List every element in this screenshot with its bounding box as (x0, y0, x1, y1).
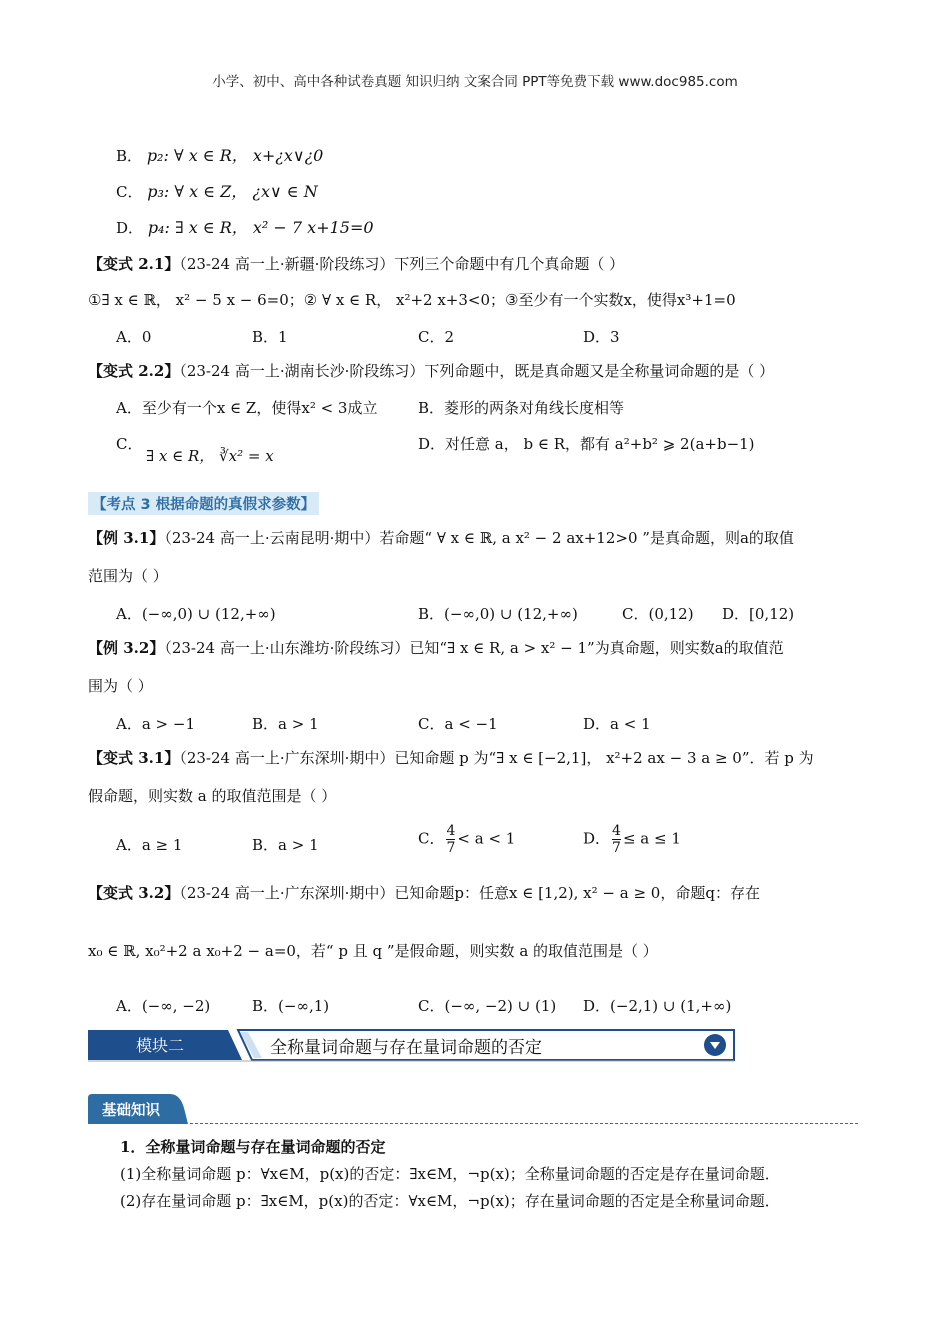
section-tag-kaodian-3: 【考点 3 根据命题的真假求参数】 (88, 492, 319, 515)
option-b-row (116, 146, 323, 166)
e32-option-b: B．a > 1 (252, 715, 319, 733)
v31-option-b: B．a > 1 (252, 836, 319, 854)
option-label: D． (116, 219, 144, 237)
v22-option-c-math: ∃ x ∈ R， ∛x² = x (146, 447, 274, 465)
example-3-2-line1 (88, 638, 784, 658)
v32-option-d: D．(−2,1) ∪ (1,+∞) (583, 997, 732, 1015)
variant-2-2-title (88, 361, 774, 381)
question-text: （23-24 高一上·新疆·阶段练习）下列三个命题中有几个真命题（ ） (179, 255, 625, 273)
e31-option-a: A．(−∞,0) ∪ (12,+∞) (116, 605, 276, 623)
divider (190, 1123, 858, 1124)
option-d-row (116, 218, 374, 238)
v21-option-c: C．2 (418, 328, 455, 346)
module-label: 模块二 (136, 1036, 185, 1055)
question-tag: 【例 3.1】 (88, 529, 165, 547)
page-header: 小学、初中、高中各种试卷真题 知识归纳 文案合同 PPT等免费下载 www.doc985.com (212, 74, 738, 90)
fraction-denominator: 7 (446, 840, 456, 856)
fraction-numerator: 4 (446, 823, 456, 839)
option-label: C． (116, 183, 143, 201)
fraction (612, 823, 621, 856)
question-tag: 【变式 2.1】 (88, 255, 180, 273)
v22-option-d: D．对任意 a， b ∈ R，都有 a²+b² ⩾ 2(a+b−1) (418, 435, 755, 453)
example-3-1-line2: 范围为（ ） (88, 567, 168, 585)
e32-option-c: C．a < −1 (418, 715, 498, 733)
basic-heading: 1．全称量词命题与存在量词命题的否定 (120, 1138, 386, 1156)
example-3-1-line1 (88, 528, 794, 548)
v31-option-a: A．a ≥ 1 (116, 836, 183, 854)
variant-2-1-statements: ①∃ x ∈ ℝ， x² − 5 x − 6=0；② ∀ x ∈ R， x²+2 x+3<0；③至少有一个实数x，使得x³+1=0 (88, 291, 736, 309)
option-label: C． (418, 829, 445, 848)
question-tag: 【变式 3.1】 (88, 749, 180, 767)
v31-option-c (418, 823, 515, 856)
fraction-denominator: 7 (612, 840, 621, 856)
module-title: 全称量词命题与存在量词命题的否定 (270, 1038, 542, 1058)
v21-option-b: B．1 (252, 328, 288, 346)
option-rest: ≤ a ≤ 1 (622, 829, 681, 848)
basic-knowledge-label: 基础知识 (102, 1103, 160, 1119)
v21-option-d: D．3 (583, 328, 620, 346)
fraction (446, 823, 455, 856)
option-label: B． (116, 147, 143, 165)
question-text: （23-24 高一上·广东深圳·期中）已知命题 p 为“∃ x ∈ [−2,1]， x²+2 ax − 3 a ≥ 0”．若 p 为 (179, 749, 814, 767)
basic-line-2: (2)存在量词命题 p：∃x∈M，p(x)的否定：∀x∈M，¬p(x)；存在量词命题的否定是全称量词命题． (120, 1192, 780, 1210)
v22-option-c-label: C． (116, 435, 143, 453)
variant-3-1-line2: 假命题，则实数 a 的取值范围是（ ） (88, 787, 337, 805)
module-banner (88, 1028, 736, 1062)
variant-2-1-title (88, 254, 624, 274)
option-c-math: p₃: ∀ x ∈ Z， ¿x∨ ∈ N (147, 182, 318, 201)
question-tag: 【例 3.2】 (88, 639, 165, 657)
v22-option-a: A．至少有一个x ∈ Z，使得x² < 3成立 (116, 399, 378, 417)
question-tag: 【变式 3.2】 (88, 884, 180, 902)
question-tag: 【变式 2.2】 (88, 362, 180, 380)
e32-option-d: D．a < 1 (583, 715, 651, 733)
question-text: （23-24 高一上·云南昆明·期中）若命题“ ∀ x ∈ ℝ, a x² − 2 ax+12>0 ”是真命题，则a的取值 (164, 529, 794, 547)
option-label: D． (583, 829, 611, 848)
variant-3-2-line2: x₀ ∈ ℝ, x₀²+2 a x₀+2 − a=0，若“ p 且 q ”是假命题，则实数 a 的取值范围是（ ） (88, 942, 658, 960)
v31-option-d (583, 823, 681, 856)
example-3-2-line2: 围为（ ） (88, 677, 153, 695)
v32-option-b: B．(−∞,1) (252, 997, 330, 1015)
chevron-down-icon[interactable] (704, 1034, 726, 1056)
question-text: （23-24 高一上·湖南长沙·阶段练习）下列命题中，既是真命题又是全称量词命题的是（ ） (179, 362, 775, 380)
e31-option-d: D．[0,12) (722, 605, 795, 623)
e31-option-c: C．(0,12) (622, 605, 694, 623)
e31-option-b: B．(−∞,0) ∪ (12,+∞) (418, 605, 578, 623)
option-c-row (116, 182, 318, 202)
question-text: （23-24 高一上·广东深圳·期中）已知命题p：任意x ∈ [1,2), x² − a ≥ 0，命题q：存在 (179, 884, 760, 902)
basic-line-1: (1)全称量词命题 p：∀x∈M，p(x)的否定：∃x∈M，¬p(x)；全称量词命题的否定是存在量词命题． (120, 1165, 780, 1183)
option-rest: < a < 1 (457, 829, 516, 848)
question-text: （23-24 高一上·山东潍坊·阶段练习）已知“∃ x ∈ R, a > x² − 1”为真命题，则实数a的取值范 (164, 639, 784, 657)
v21-option-a: A．0 (116, 328, 152, 346)
v32-option-a: A．(−∞, −2) (116, 997, 211, 1015)
option-b-math: p₂: ∀ x ∈ R， x+¿x∨¿0 (146, 146, 324, 165)
v32-option-c: C．(−∞, −2) ∪ (1) (418, 997, 557, 1015)
variant-3-1-line1 (88, 748, 814, 768)
variant-3-2-line1 (88, 883, 760, 903)
option-d-math: p₄: ∃ x ∈ R， x² − 7 x+15=0 (147, 218, 374, 237)
e32-option-a: A．a > −1 (116, 715, 195, 733)
v22-option-b: B．菱形的两条对角线长度相等 (418, 399, 625, 417)
fraction-numerator: 4 (612, 823, 621, 839)
